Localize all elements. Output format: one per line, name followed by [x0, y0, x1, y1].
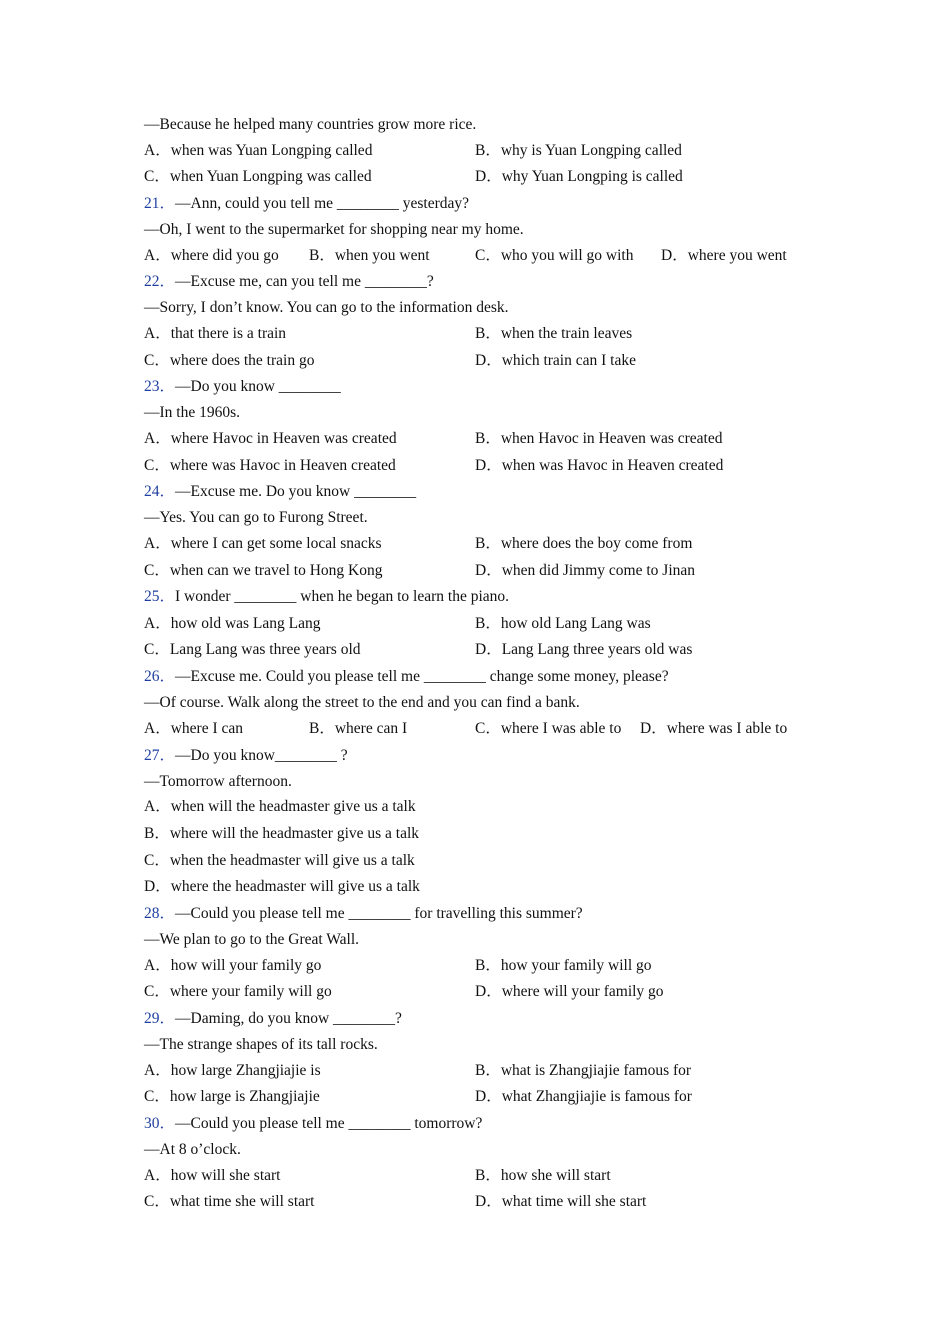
question-28: 28．—Could you please tell me ________ for travelling this summer?: [144, 905, 583, 922]
q30-option-a: A．how will she start: [144, 1167, 281, 1184]
q24-option-c: C．when can we travel to Hong Kong: [144, 562, 383, 579]
q23-option-b: B．when Havoc in Heaven was created: [475, 430, 723, 447]
question-22-answer: —Sorry, I don’t know. You can go to the information desk.: [144, 299, 509, 316]
question-number: 26．: [144, 668, 176, 685]
q30-option-b: B．how she will start: [475, 1167, 611, 1184]
intro-option-a: A．when was Yuan Longping called: [144, 142, 373, 159]
q24-option-d: D．when did Jimmy come to Jinan: [475, 562, 695, 579]
intro-option-c: C．when Yuan Longping was called: [144, 168, 372, 185]
q26-option-d: D．where was I able to: [640, 720, 788, 737]
q23-option-d: D．when was Havoc in Heaven created: [475, 457, 724, 474]
question-22: 22．—Excuse me, can you tell me ________?: [144, 273, 434, 290]
question-30: 30．—Could you please tell me ________ tomorrow?: [144, 1115, 483, 1132]
q21-option-b: B．when you went: [309, 247, 430, 264]
q22-option-b: B．when the train leaves: [475, 325, 633, 342]
q25-option-a: A．how old was Lang Lang: [144, 615, 321, 632]
q29-option-c: C．how large is Zhangjiajie: [144, 1088, 320, 1105]
question-29: 29．—Daming, do you know ________?: [144, 1010, 402, 1027]
q25-option-b: B．how old Lang Lang was: [475, 615, 651, 632]
q22-option-c: C．where does the train go: [144, 352, 315, 369]
q26-option-a: A．where I can: [144, 720, 243, 737]
intro-option-d: D．why Yuan Longping is called: [475, 168, 683, 185]
q21-option-d: D．where you went: [661, 247, 787, 264]
question-number: 24．: [144, 483, 176, 500]
question-21: 21．—Ann, could you tell me ________ yesterday?: [144, 195, 470, 212]
question-number: 21．: [144, 195, 176, 212]
question-number: 22．: [144, 273, 176, 290]
question-21-answer: —Oh, I went to the supermarket for shopping near my home.: [144, 221, 524, 238]
question-27: 27．—Do you know________ ?: [144, 747, 348, 764]
question-29-answer: —The strange shapes of its tall rocks.: [144, 1036, 378, 1053]
q21-option-a: A．where did you go: [144, 247, 279, 264]
q29-option-d: D．what Zhangjiajie is famous for: [475, 1088, 692, 1105]
q22-option-d: D．which train can I take: [475, 352, 636, 369]
question-26: 26．—Excuse me. Could you please tell me ________ change some money, please?: [144, 668, 669, 685]
question-24-answer: —Yes. You can go to Furong Street.: [144, 509, 368, 526]
q27-option-a: A．when will the headmaster give us a talk: [144, 798, 416, 815]
q27-option-c: C．when the headmaster will give us a talk: [144, 852, 415, 869]
q25-option-d: D．Lang Lang three years old was: [475, 641, 693, 658]
q30-option-c: C．what time she will start: [144, 1193, 315, 1210]
q27-option-d: D．where the headmaster will give us a talk: [144, 878, 420, 895]
question-25: 25．I wonder ________ when he began to learn the piano.: [144, 588, 510, 605]
q26-option-c: C．where I was able to: [475, 720, 622, 737]
question-26-answer: —Of course. Walk along the street to the end and you can find a bank.: [144, 694, 580, 711]
q24-option-a: A．where I can get some local snacks: [144, 535, 382, 552]
question-number: 27．: [144, 747, 176, 764]
q28-option-d: D．where will your family go: [475, 983, 664, 1000]
q28-option-a: A．how will your family go: [144, 957, 322, 974]
q23-option-c: C．where was Havoc in Heaven created: [144, 457, 396, 474]
q24-option-b: B．where does the boy come from: [475, 535, 693, 552]
question-24: 24．—Excuse me. Do you know ________: [144, 483, 417, 500]
q29-option-b: B．what is Zhangjiajie famous for: [475, 1062, 692, 1079]
q21-option-c: C．who you will go with: [475, 247, 634, 264]
q29-option-a: A．how large Zhangjiajie is: [144, 1062, 321, 1079]
q28-option-b: B．how your family will go: [475, 957, 652, 974]
q30-option-d: D．what time will she start: [475, 1193, 647, 1210]
question-23: 23．—Do you know ________: [144, 378, 341, 395]
q26-option-b: B．where can I: [309, 720, 408, 737]
question-number: 30．: [144, 1115, 176, 1132]
question-30-answer: —At 8 o’clock.: [144, 1141, 241, 1158]
question-number: 25．: [144, 588, 176, 605]
intro-answer: —Because he helped many countries grow more rice.: [144, 116, 477, 133]
question-27-answer: —Tomorrow afternoon.: [144, 773, 292, 790]
q22-option-a: A．that there is a train: [144, 325, 287, 342]
question-number: 23．: [144, 378, 176, 395]
question-23-answer: —In the 1960s.: [144, 404, 241, 421]
question-number: 28．: [144, 905, 176, 922]
q23-option-a: A．where Havoc in Heaven was created: [144, 430, 397, 447]
q25-option-c: C．Lang Lang was three years old: [144, 641, 361, 658]
q27-option-b: B．where will the headmaster give us a talk: [144, 825, 420, 842]
question-number: 29．: [144, 1010, 176, 1027]
question-28-answer: —We plan to go to the Great Wall.: [144, 931, 360, 948]
intro-option-b: B．why is Yuan Longping called: [475, 142, 682, 159]
q28-option-c: C．where your family will go: [144, 983, 332, 1000]
